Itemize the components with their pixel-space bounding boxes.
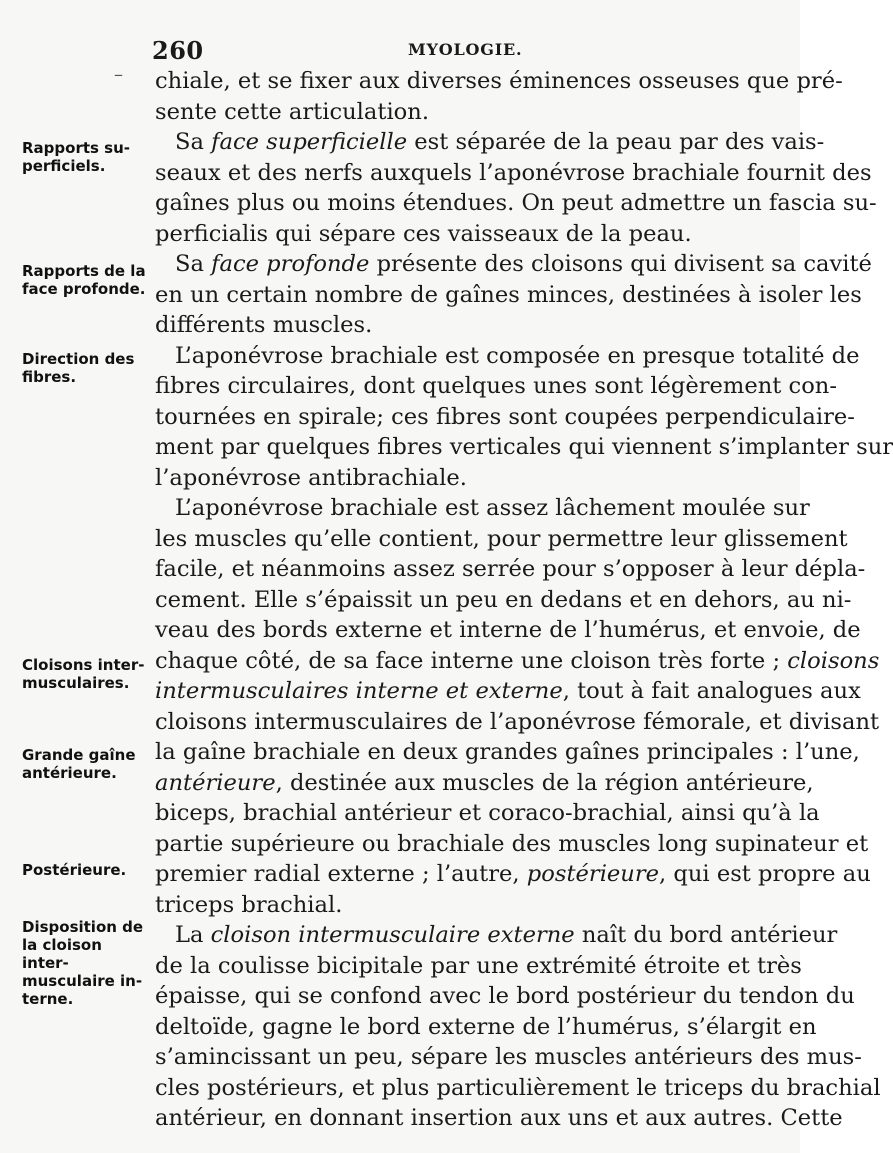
text-line: deltoïde, gagne le bord externe de l’humérus, s’élargit en — [155, 1013, 817, 1040]
text-line: différents muscles. — [155, 312, 373, 338]
sidenote-disposition-cloison — [22, 918, 152, 1008]
text-span: naît du bord antérieur — [574, 922, 838, 948]
emphasis-posterieure: postérieure — [526, 861, 660, 887]
text-line: biceps, brachial antérieur et coraco-brachial, ainsi qu’à la — [155, 800, 820, 826]
text-line: sente cette articulation. — [155, 98, 430, 125]
sidenote-line: terne. — [22, 990, 74, 1008]
text-line — [155, 646, 880, 677]
text-span: est séparée de la peau par des vais- — [407, 129, 825, 155]
sidenote-line: perficiels. — [22, 157, 106, 175]
text-span: , qui est propre au — [659, 861, 871, 887]
text-line: L’aponévrose brachiale est assez lâchement moulée sur — [175, 495, 810, 521]
sidenote-direction-fibres — [22, 350, 152, 386]
text-line: cloisons intermusculaires de l’aponévrose fémorale, et divisant — [155, 708, 880, 735]
sidenote-cloisons-intermusculaires — [22, 656, 152, 692]
text-line: perficialis qui sépare ces vaisseaux de la peau. — [155, 220, 692, 247]
emphasis-face-profonde: face profonde — [211, 251, 370, 277]
text-line: gaînes plus ou moins étendues. On peut admettre un fascia su- — [155, 190, 877, 216]
text-span: Sa — [175, 251, 212, 277]
text-line: s’amincissant un peu, sépare les muscles antérieurs des mus- — [155, 1044, 862, 1070]
text-line: de la coulisse bicipitale par une extrémité étroite et très — [155, 952, 802, 979]
text-line — [155, 859, 871, 890]
emphasis-anterieure: antérieure — [155, 769, 276, 796]
sidenote-line: Cloisons inter- — [22, 656, 145, 674]
text-line: L’aponévrose brachiale est composée en presque totalité de — [175, 342, 860, 369]
text-span: La — [175, 922, 211, 948]
emphasis-intermusculaires: intermusculaires interne et externe — [155, 678, 563, 704]
text-span: , destinée aux muscles de la région antérieure, — [275, 769, 814, 796]
text-line: la gaîne brachiale en deux grandes gaînes principales : l’une, — [155, 739, 860, 765]
text-line: antérieur, en donnant insertion aux uns et aux autres. Cette — [155, 1105, 843, 1131]
text-span: présente des cloisons qui divisent sa cavité — [369, 251, 872, 277]
text-span: premier radial externe ; l’autre, — [155, 861, 527, 887]
sidenote-line: Disposition de — [22, 918, 144, 936]
body-text — [155, 66, 893, 1134]
sidenote-line: fibres. — [22, 368, 77, 386]
text-line: en un certain nombre de gaînes minces, destinées à isoler les — [155, 281, 862, 308]
sidenote-line: la cloison inter- — [22, 936, 102, 972]
page-number: 260 — [152, 36, 204, 65]
running-title: MYOLOGIE. — [408, 40, 523, 59]
text-line — [155, 676, 861, 707]
text-line: veau des bords externe et interne de l’humérus, et envoie, de — [155, 617, 861, 643]
sidenote-rapports-face-profonde — [22, 262, 152, 298]
sidenote-line: Direction des — [22, 350, 135, 368]
text-line: cles postérieurs, et plus particulièrement le triceps du brachial — [155, 1074, 881, 1101]
text-line: partie supérieure ou brachiale des muscles long supinateur et — [155, 830, 869, 857]
text-line: triceps brachial. — [155, 891, 343, 918]
text-line: épaisse, qui se confond avec le bord postérieur du tendon du — [155, 983, 855, 1009]
text-line: les muscles qu’elle contient, pour permettre leur glissement — [155, 525, 848, 552]
emphasis-cloisons: cloisons — [787, 647, 880, 674]
sidenote-line: musculaires. — [22, 674, 130, 692]
text-span: , tout à fait analogues aux — [562, 678, 861, 704]
sidenote-posterieure — [22, 861, 152, 879]
sidenote-grande-gaine-anterieure — [22, 746, 152, 782]
text-line — [155, 768, 814, 799]
text-line — [155, 920, 838, 951]
sidenote-line: Postérieure. — [22, 861, 127, 879]
sidenote-line: Grande gaîne — [22, 746, 136, 764]
text-line — [155, 127, 825, 158]
text-line: chiale, et se fixer aux diverses éminences osseuses que pré- — [155, 68, 843, 94]
emphasis-cloison-externe: cloison intermusculaire externe — [210, 922, 575, 948]
sidenote-line: antérieure. — [22, 764, 117, 782]
sidenote-line: Rapports de la — [22, 262, 146, 280]
sidenote-line: musculaire in- — [22, 972, 143, 990]
text-line: ment par quelques fibres verticales qui viennent s’implanter sur — [155, 434, 893, 460]
text-line: cement. Elle s’épaissit un peu en dedans et en dehors, au ni- — [155, 586, 852, 613]
text-line: tournées en spirale; ces fibres sont coupées perpendiculaire- — [155, 403, 855, 430]
header-dash: – — [114, 64, 123, 85]
text-line: facile, et néanmoins assez serrée pour s’opposer à leur dépla- — [155, 556, 866, 582]
text-line: seaux et des nerfs auxquels l’aponévrose brachiale fournit des — [155, 159, 872, 186]
text-line — [155, 249, 872, 280]
sidenote-rapports-superficiels — [22, 139, 152, 175]
text-line: fibres circulaires, dont quelques unes sont légèrement con- — [155, 373, 837, 399]
sidenote-line: face profonde. — [22, 280, 146, 298]
text-line: l’aponévrose antibrachiale. — [155, 464, 467, 491]
text-span: Sa — [175, 129, 212, 155]
text-span: chaque côté, de sa face interne une cloison très forte ; — [155, 647, 788, 674]
sidenote-line: Rapports su- — [22, 139, 131, 157]
emphasis-face-superficielle: face superficielle — [211, 129, 408, 155]
